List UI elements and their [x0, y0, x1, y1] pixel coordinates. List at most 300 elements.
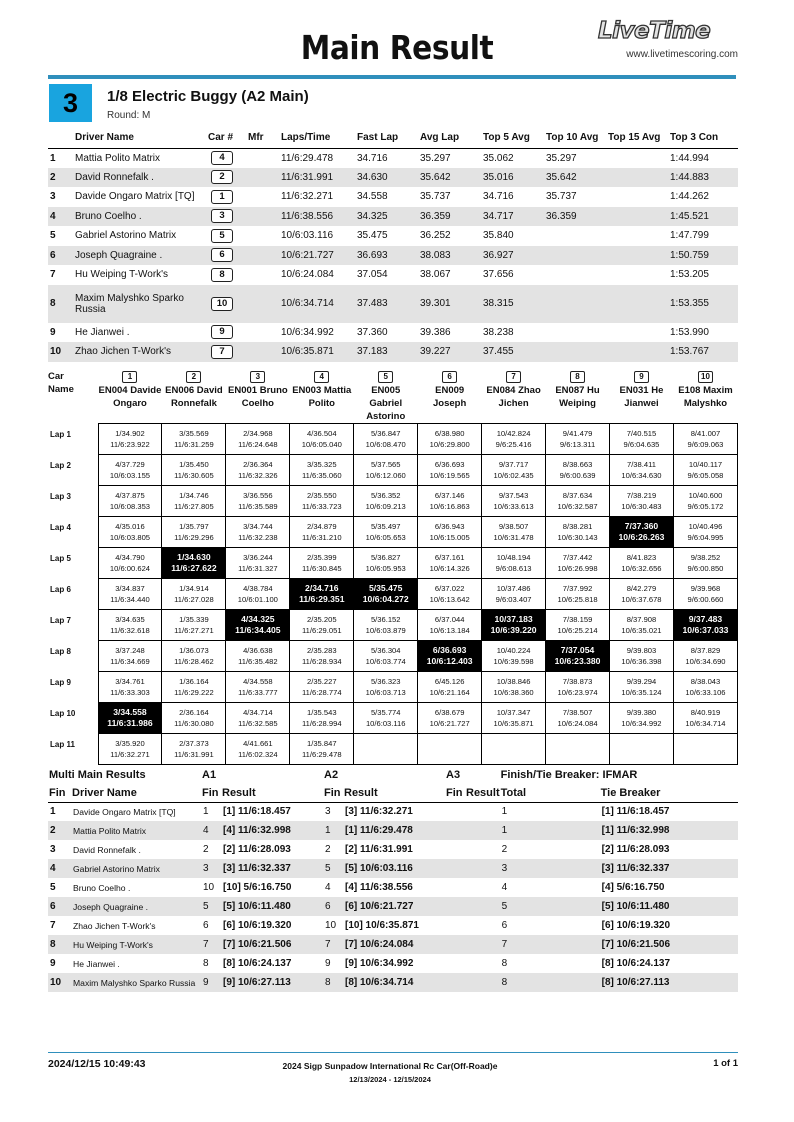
lap-time: 9/38.507: [498, 522, 529, 531]
cumulative-time: 9/6:00.639: [559, 471, 596, 480]
car-number-box: 3: [211, 209, 233, 223]
lap-cell: [98, 548, 162, 579]
laps-value: 10/6:21.727: [279, 246, 355, 266]
lap-cell: [354, 517, 418, 548]
cumulative-time: 9/6:13.311: [559, 440, 596, 449]
lap-time: 3/36.244: [243, 553, 273, 562]
cumulative-time: 10/6:34.630: [621, 471, 662, 480]
a2-result: [7] 10/6:24.084: [343, 935, 445, 954]
cumulative-time: 11/6:35.482: [238, 657, 278, 666]
lap-time: 9/38.252: [690, 553, 721, 562]
top5-value: 37.455: [481, 342, 544, 362]
tie-breaker: [8] 10/6:27.113: [600, 973, 738, 992]
top10-value: [544, 285, 606, 323]
laps-value: 11/6:29.478: [281, 152, 334, 164]
lap-time: 5/36.304: [370, 646, 401, 655]
car-number-header: Car #: [206, 128, 246, 148]
cumulative-time: 9/6:05.058: [687, 471, 724, 480]
a1-finish: 7: [201, 935, 221, 954]
top3-con-header: Top 3 Con: [668, 128, 738, 148]
manufacturer: [246, 187, 279, 207]
lap-time: 8/41.823: [626, 553, 657, 562]
lap-cell: [673, 424, 737, 455]
lap-time: 3/37.248: [115, 646, 145, 655]
car-number-cell: [206, 285, 246, 323]
lap-cell: [354, 734, 418, 765]
lap-time: 2/35.399: [307, 553, 337, 562]
car-number-box: 9: [634, 371, 649, 383]
multi-row: [48, 935, 738, 954]
lap-time: 10/40.117: [688, 460, 723, 469]
lap-time: 9/37.483: [688, 614, 723, 624]
footer-divider: [48, 1052, 738, 1053]
result-row: [48, 226, 738, 246]
cumulative-time: 11/6:33.303: [110, 688, 150, 697]
cumulative-time: 11/6:30.605: [174, 471, 214, 480]
laps-value: 10/6:34.992: [281, 326, 334, 338]
cumulative-time: 10/6:03.155: [109, 471, 151, 480]
lap-time: 1/34.902: [115, 429, 145, 438]
total-points: 6: [501, 920, 508, 931]
total-points: 4: [501, 882, 508, 893]
a1-finish: 1: [203, 806, 209, 818]
lap-cell: [290, 579, 354, 610]
driver-column-header: [418, 370, 482, 424]
lap-cell: [290, 703, 354, 734]
a2-finish: 3: [325, 806, 331, 818]
top5-value: 37.656: [483, 269, 514, 281]
lap-cell: [482, 641, 546, 672]
driver-name: Davide Ongaro Matrix [TQ]: [73, 806, 176, 817]
lap-time: 2/35.227: [307, 677, 337, 686]
lap-cell: [162, 424, 226, 455]
driver-name-line1: Joseph Quagraine .: [75, 249, 163, 261]
car-number-cell: [206, 323, 246, 343]
final-position: 2: [48, 821, 71, 840]
car-number-cell: [206, 168, 246, 188]
cumulative-time: 11/6:02.324: [238, 750, 278, 759]
lap-time: 5/35.475: [368, 583, 403, 593]
driver-name-line1: Zhao Jichen T-Work's: [75, 346, 172, 358]
website-url[interactable]: www.livetimescoring.com: [626, 49, 738, 60]
lap-cell: [354, 455, 418, 486]
lap-cell: [290, 424, 354, 455]
top5-avg-header: Top 5 Avg: [481, 128, 544, 148]
lap-cell: [162, 672, 226, 703]
result-row: [48, 285, 738, 323]
a2-result-header: Result: [343, 784, 445, 802]
cumulative-time: 9/6:03.407: [495, 595, 532, 604]
lap-label: Lap 6: [50, 584, 71, 594]
lap-cell: [98, 672, 162, 703]
driver-name-line1: He Jianwei .: [75, 326, 130, 338]
a3-finish: [445, 840, 465, 859]
lap-cell: [354, 424, 418, 455]
cumulative-time: 10/6:33.106: [685, 688, 726, 697]
tie-breaker: [8] 10/6:24.137: [601, 958, 671, 969]
lap-row: [48, 548, 738, 579]
lap-cell: [546, 455, 610, 486]
car-label: Car: [48, 371, 64, 382]
cumulative-time: 9/6:09.063: [687, 440, 724, 449]
result-row: [48, 246, 738, 266]
a2-finish: 10: [325, 920, 337, 931]
cumulative-time: 9/6:25.416: [495, 440, 532, 449]
lap-cell: [226, 672, 290, 703]
lap-row: [48, 424, 738, 455]
lap-cell: [98, 424, 162, 455]
manufacturer: [246, 148, 279, 168]
lap-cell: [610, 734, 674, 765]
a2-result: [1] 11/6:29.478: [343, 821, 445, 840]
cumulative-time: 10/6:31.478: [493, 533, 534, 542]
car-number-box: 6: [442, 371, 457, 383]
lap-time: 9/39.968: [690, 584, 721, 593]
lap-time: 8/41.007: [690, 429, 721, 438]
lap-cell: [290, 455, 354, 486]
car-number-box: 4: [314, 371, 329, 383]
lap-cell: [98, 455, 162, 486]
driver-column-header: [290, 370, 354, 424]
driver-name: [73, 187, 206, 207]
lap-cell: [162, 517, 226, 548]
result-row: [48, 168, 738, 188]
driver-name: David Ronnefalk .: [73, 844, 141, 855]
lap-cell: [290, 734, 354, 765]
a3-result: [465, 802, 500, 821]
cumulative-time: 11/6:27.805: [174, 502, 214, 511]
a1-result: [2] 11/6:28.093: [223, 844, 291, 855]
a2-finish: 5: [323, 859, 343, 878]
cumulative-time: 10/6:03.879: [365, 626, 406, 635]
a3-result: [465, 878, 500, 897]
fast-value: 37.054: [357, 269, 388, 281]
lap-label: Lap 2: [50, 460, 71, 470]
cumulative-time: 10/6:23.974: [557, 688, 598, 697]
lap-cell: [482, 672, 546, 703]
tie-breaker: [1] 11/6:18.457: [601, 806, 670, 818]
a1-result: [1] 11/6:18.457: [223, 806, 291, 818]
total-points: 2: [501, 844, 508, 855]
top10-value: 35.642: [544, 168, 606, 188]
driver-label-line2: Weiping: [559, 398, 596, 409]
top10-value: [544, 246, 606, 266]
result-row: [48, 265, 738, 285]
header-divider: [48, 75, 736, 79]
top3-value: 1:53.355: [668, 285, 738, 323]
lap-cell: [418, 517, 482, 548]
driver-name: [73, 265, 206, 285]
lap-row: [48, 703, 738, 734]
driver-name: Gabriel Astorino Matrix: [71, 859, 201, 878]
lap-time: 2/35.283: [307, 646, 337, 655]
lap-cell: [673, 734, 737, 765]
lap-cell: [418, 548, 482, 579]
cumulative-time: 10/6:16.863: [429, 502, 470, 511]
a3-result: [465, 954, 500, 973]
lap-time: 3/35.325: [307, 460, 337, 469]
lap-time: 5/36.847: [370, 429, 401, 438]
driver-label-line1: EN084 Zhao: [486, 385, 541, 396]
final-position: 10: [48, 973, 71, 992]
lap-cell: [610, 579, 674, 610]
lap-cell: [226, 517, 290, 548]
driver-label-line2: Malyshko: [683, 398, 728, 409]
cumulative-time: 11/6:23.922: [110, 440, 150, 449]
cumulative-time: 10/6:02.435: [493, 471, 534, 480]
a2-result: [6] 10/6:21.727: [343, 897, 445, 916]
lap-time: 7/37.360: [624, 521, 659, 531]
cumulative-time: 11/6:31.259: [174, 440, 214, 449]
top10-avg-header: Top 10 Avg: [544, 128, 606, 148]
cumulative-time: 10/6:03.713: [365, 688, 406, 697]
lap-cell: [482, 517, 546, 548]
lap-time: 9/39.803: [626, 646, 657, 655]
result-row: [48, 342, 738, 362]
top15-value: [606, 342, 668, 362]
cumulative-time: 11/6:29.051: [302, 626, 342, 635]
top10-value: [544, 323, 606, 343]
lap-time: 8/40.919: [690, 708, 721, 717]
lap-time: 7/37.442: [562, 553, 593, 562]
lap-label: Lap 5: [50, 553, 71, 563]
lap-time: 6/45.126: [434, 677, 465, 686]
avg-value: 35.737: [420, 191, 451, 203]
driver-name-line1: Gabriel Astorino Matrix: [75, 230, 177, 242]
cumulative-time: 10/6:32.656: [621, 564, 662, 573]
lap-cell: [482, 486, 546, 517]
lap-label: Lap 7: [50, 615, 71, 625]
cumulative-time: 11/6:29.478: [302, 750, 342, 759]
cumulative-time: 11/6:31.327: [238, 564, 278, 573]
event-dates: 12/13/2024 - 12/15/2024: [349, 1075, 431, 1084]
top15-value: [606, 265, 668, 285]
fast-value: 34.630: [355, 168, 418, 188]
cumulative-time: 11/6:28.774: [302, 688, 342, 697]
lap-cell: [418, 672, 482, 703]
laps-value: 10/6:03.116: [281, 230, 334, 242]
lap-cell: [290, 672, 354, 703]
cumulative-time: 11/6:32.585: [238, 719, 278, 728]
cumulative-time: 10/6:24.084: [557, 719, 598, 728]
result-row: [48, 187, 738, 207]
lap-time: 7/38.411: [626, 460, 656, 469]
finish-position: 3: [50, 191, 56, 203]
avg-value: 36.359: [418, 207, 481, 227]
lap-time: 4/34.325: [241, 614, 275, 624]
cumulative-time: 11/6:35.060: [302, 471, 342, 480]
lap-cell: [546, 579, 610, 610]
avg-value: 36.252: [420, 230, 451, 242]
lap-cell: [610, 672, 674, 703]
cumulative-time: 9/6:04.635: [623, 440, 660, 449]
car-number-box: 3: [250, 371, 265, 383]
lap-time: 10/48.194: [496, 553, 531, 562]
manufacturer: [246, 226, 279, 246]
lap-time: 7/37.054: [560, 645, 595, 655]
a1-finish: 3: [201, 859, 221, 878]
top15-value: [606, 148, 668, 168]
driver-label-line1: EN003 Mattia: [292, 385, 352, 396]
lap-time: 1/35.797: [179, 522, 209, 531]
cumulative-time: 10/6:34.714: [685, 719, 726, 728]
cumulative-time: 11/6:35.589: [238, 502, 278, 511]
total-points: 8: [501, 958, 508, 969]
lap-time: 4/36.638: [243, 646, 273, 655]
a3-result: [465, 821, 500, 840]
lap-cell: [673, 703, 737, 734]
top15-value: [606, 187, 668, 207]
a3-fin-header: Fin: [445, 784, 465, 802]
car-number-box: 8: [570, 371, 585, 383]
driver-name: Bruno Coelho .: [73, 882, 131, 893]
a3-finish: [445, 935, 465, 954]
lap-cell: [162, 703, 226, 734]
lap-time: 9/37.717: [498, 460, 529, 469]
laps-value: 11/6:31.991: [279, 168, 355, 188]
car-number-cell: [206, 342, 246, 362]
cumulative-time: 10/6:21.164: [429, 688, 470, 697]
cumulative-time: 11/6:28.994: [302, 719, 342, 728]
livetime-logo: LiveTime: [598, 18, 711, 44]
lap-time: 10/37.183: [494, 614, 533, 624]
finish-position: 9: [50, 326, 56, 338]
lap-time: 1/34.630: [177, 552, 211, 562]
total-points: 5: [500, 897, 600, 916]
tie-breaker-header: Tie Breaker: [600, 784, 738, 802]
fast-lap-header: Fast Lap: [355, 128, 418, 148]
driver-name: [73, 323, 206, 343]
cumulative-time: 11/6:34.669: [110, 657, 150, 666]
lap-time: 5/36.152: [370, 615, 401, 624]
lap-label: Lap 8: [50, 646, 71, 656]
a1-finish: 2: [203, 844, 209, 855]
fast-value: 36.693: [355, 246, 418, 266]
lap-time: 1/34.914: [179, 584, 209, 593]
driver-name: [73, 226, 206, 246]
cumulative-time: 10/6:36.398: [621, 657, 662, 666]
top3-value: 1:45.521: [668, 207, 738, 227]
cumulative-time: 10/6:39.220: [490, 625, 537, 635]
lap-time: 10/38.846: [496, 677, 531, 686]
lap-cell: [162, 641, 226, 672]
a2-header: A2: [324, 769, 339, 781]
multi-row: [48, 859, 738, 878]
car-number-box: 10: [211, 297, 233, 311]
car-number-box: 2: [211, 170, 233, 184]
driver-name-header: Driver Name: [71, 784, 201, 802]
cumulative-time: 10/6:32.587: [557, 502, 598, 511]
cumulative-time: 11/6:28.934: [302, 657, 342, 666]
lap-time: 9/39.380: [626, 708, 657, 717]
car-number-box: 10: [698, 371, 713, 383]
lap-time: 3/34.837: [115, 584, 145, 593]
finish-position: 4: [48, 207, 73, 227]
tie-breaker: [3] 11/6:32.337: [600, 859, 738, 878]
lap-cell: [673, 579, 737, 610]
multi-row: [48, 973, 738, 992]
cumulative-time: 11/6:30.845: [302, 564, 342, 573]
driver-name: Zhao Jichen T-Work's: [73, 920, 156, 931]
a1-result: [3] 11/6:32.337: [221, 859, 323, 878]
lap-cell: [162, 734, 226, 765]
lap-cell: [546, 672, 610, 703]
a3-finish: [445, 973, 465, 992]
cumulative-time: 10/6:03.116: [365, 719, 406, 728]
top15-avg-header: Top 15 Avg: [606, 128, 668, 148]
lap-time: 3/34.744: [243, 522, 273, 531]
race-title: 1/8 Electric Buggy (A2 Main): [107, 88, 309, 105]
car-number-cell: [206, 207, 246, 227]
top10-value: [544, 342, 606, 362]
driver-label-line2: Ongaro: [113, 398, 147, 409]
lap-cell: [98, 641, 162, 672]
laps-value: 11/6:38.556: [279, 207, 355, 227]
driver-label-line1: E108 Maxim: [678, 385, 733, 396]
lap-time: 10/40.224: [496, 646, 531, 655]
tie-breaker: [4] 5/6:16.750: [601, 882, 665, 893]
a2-result: [2] 11/6:31.991: [345, 844, 413, 855]
lap-time: 3/34.558: [113, 707, 147, 717]
lap-cell: [673, 455, 737, 486]
driver-column-header: [226, 370, 290, 424]
lap-label: Lap 10: [50, 708, 76, 718]
cumulative-time: 10/6:34.690: [685, 657, 726, 666]
lap-cell: [546, 548, 610, 579]
multi-row: [48, 954, 738, 973]
cumulative-time: 10/6:13.642: [429, 595, 470, 604]
tie-breaker: [6] 10/6:19.320: [601, 920, 671, 931]
car-number-cell: [206, 148, 246, 168]
page-title: Main Result: [300, 28, 494, 67]
top10-value: 35.297: [546, 152, 577, 164]
lap-time: 8/38.663: [562, 460, 593, 469]
lap-cell: [610, 424, 674, 455]
lap-cell: [673, 672, 737, 703]
driver-column-header: [162, 370, 226, 424]
lap-cell: [418, 455, 482, 486]
results-table: [48, 128, 738, 362]
cumulative-time: 9/6:05.172: [687, 502, 724, 511]
lap-time: 2/34.968: [243, 429, 273, 438]
a2-result: [5] 10/6:03.116: [343, 859, 445, 878]
cumulative-time: 9/6:00.850: [687, 564, 724, 573]
lap-cell: [290, 610, 354, 641]
lap-time: 4/35.016: [115, 522, 145, 531]
top15-value: [606, 285, 668, 323]
cumulative-time: 10/6:39.598: [493, 657, 534, 666]
avg-value: 39.227: [418, 342, 481, 362]
cumulative-time: 11/6:30.080: [174, 719, 214, 728]
lap-cell: [673, 517, 737, 548]
lap-cell: [162, 548, 226, 579]
top3-value: 1:50.759: [668, 246, 738, 266]
car-number-box: 7: [506, 371, 521, 383]
cumulative-time: 10/6:08.470: [365, 440, 406, 449]
lap-cell: [482, 610, 546, 641]
lap-cell: [226, 548, 290, 579]
lap-time: 7/38.873: [562, 677, 593, 686]
lap-time: 7/38.159: [562, 615, 593, 624]
driver-name: [73, 246, 206, 266]
a2-result: [10] 10/6:35.871: [345, 920, 419, 931]
lap-cell: [546, 734, 610, 765]
lap-time: 4/34.790: [115, 553, 145, 562]
driver-name-line2: Russia: [75, 303, 106, 315]
lap-cell: [162, 610, 226, 641]
cumulative-time: 11/6:31.986: [107, 718, 153, 728]
lap-cell: [482, 734, 546, 765]
